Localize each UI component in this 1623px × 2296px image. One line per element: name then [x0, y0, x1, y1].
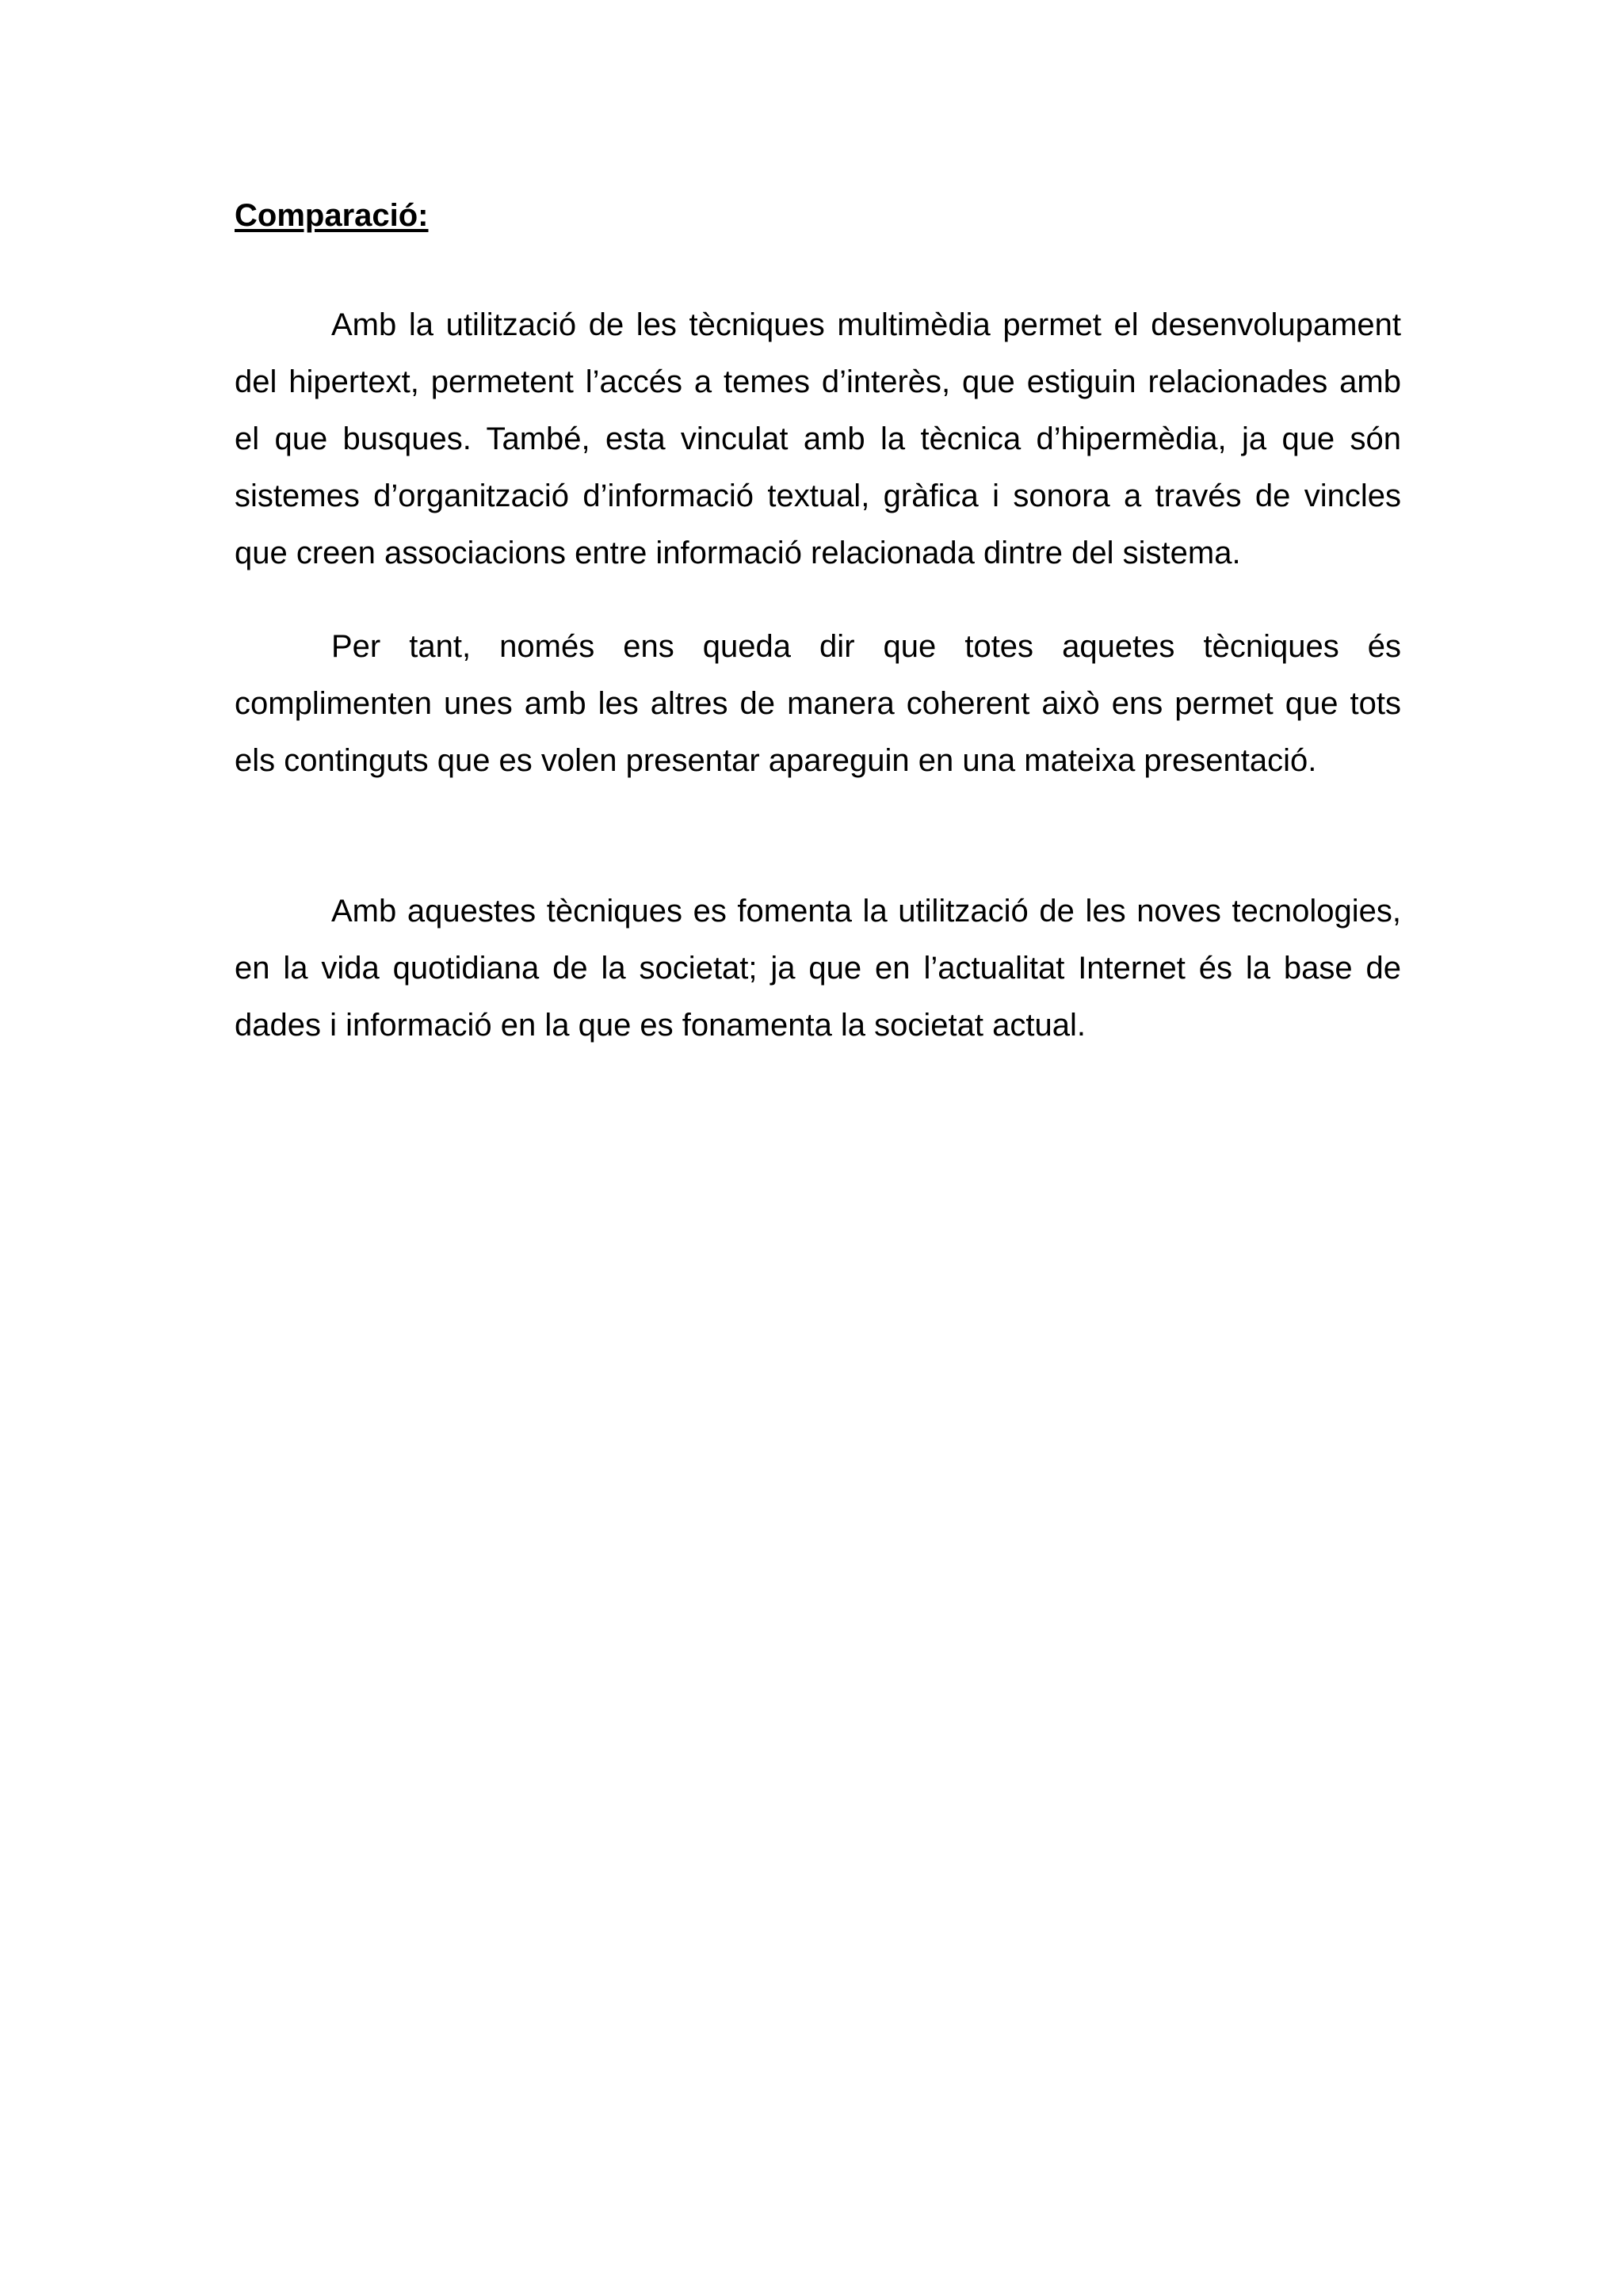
- paragraph-new-technologies: Amb aquestes tècniques es fomenta la utilització de les noves tecnologies, en la vida quotidiana de la societat; ja que en l’actualitat Internet és la base de dades i informació en la que es fonamenta la societat actual.: [235, 894, 1401, 1043]
- paragraph-conclusion: Per tant, només ens queda dir que totes aquetes tècniques és complimenten unes amb les altres de manera coherent això ens permet que tots els continguts que es volen presentar apareguin en una mateixa presentació.: [235, 629, 1401, 778]
- document-body: [235, 187, 1401, 1054]
- section-heading: Comparació:: [235, 198, 429, 233]
- paragraph-multimedia: Amb la utilització de les tècniques multimèdia permet el desenvolupament del hipertext, permetent l’accés a temes d’interès, que estiguin relacionades amb el que busques. També, esta vinculat amb la tècnica d’hipermèdia, ja que són sistemes d’organització d’informació textual, gràfica i sonora a través de vincles que creen associacions entre informació relacionada dintre del sistema.: [235, 307, 1401, 570]
